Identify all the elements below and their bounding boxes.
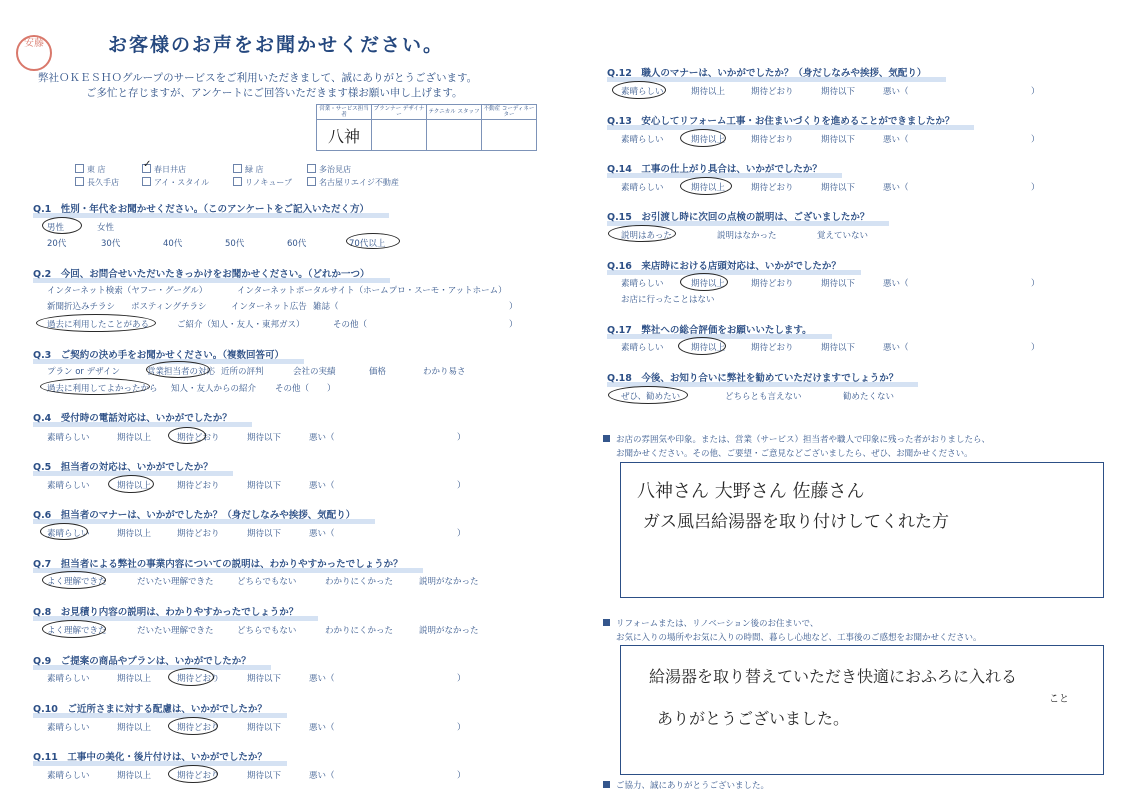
store-option[interactable] [142,177,209,188]
question-label: Q.17 弊社への総合評価をお願いいたします。 [607,325,812,336]
question-q4 [33,410,232,424]
staff-cell-sales[interactable] [317,120,372,151]
checkbox-checked[interactable] [142,159,152,173]
footer-thanks [603,779,769,793]
answer-option[interactable]: 期待どおり [177,529,220,539]
answer-option[interactable]: 期待以上 [691,279,726,289]
store-label: 東 店 [87,165,106,174]
staff-header-technical: テクニカル スタッフ [427,105,482,120]
answer-option[interactable]: 素晴らしい [621,279,664,289]
selected-answer-circle [612,81,666,99]
answer-option[interactable]: 素晴らしい [47,481,90,491]
answer-option[interactable]: 説明はあった [621,231,672,241]
selected-answer-circle [40,378,150,395]
question-q7 [33,556,403,570]
comment-1-handwritten-line-1: 八神さん 大野さん 佐藤さん [637,481,865,502]
selected-answer-circle [42,217,82,234]
store-option[interactable] [75,164,106,175]
question-q6 [33,507,355,521]
checkbox[interactable] [307,177,316,186]
store-label: 春日井店 [154,165,186,174]
question-label: Q.2 今回、お問合せいただいたきっかけをお聞かせください。（どれか一つ） [33,269,370,280]
seal-stamp [16,35,52,71]
comment-prompt-2-line-2: お気に入りの場所やお気に入りの時間、暮らし心地など、工事後のご感想をお聞かせください。 [616,633,982,643]
answer-option[interactable]: 素晴らしい [621,87,664,97]
question-q5 [33,459,213,473]
answer-option[interactable]: ） [1031,183,1040,193]
answer-option[interactable]: ） [457,771,466,781]
answer-option[interactable]: その他（ [333,320,368,330]
selected-answer-circle [678,337,726,355]
answer-option[interactable]: 素晴らしい [621,343,664,353]
answer-option[interactable]: 期待以下 [821,135,856,145]
store-option[interactable] [233,177,292,188]
answer-option[interactable]: 悪い（ [309,723,335,733]
checkbox[interactable] [75,177,84,186]
checkbox[interactable] [233,177,242,186]
answer-option[interactable]: 30代 [101,239,121,249]
answer-option[interactable]: プラン or デザイン [47,367,121,377]
answer-option[interactable]: 悪い（ [309,433,335,443]
selected-answer-circle [40,523,88,540]
comment-2-handwritten-line-1: 給湯器を取り替えていただき快適におふろに入れる [649,667,1018,686]
answer-option[interactable]: 会社の実績 [293,367,336,377]
selected-answer-circle [680,177,732,195]
answer-option[interactable]: 期待どおり [751,135,794,145]
answer-option[interactable]: 悪い（ [309,771,335,781]
answer-option[interactable]: 期待以上 [117,529,152,539]
answer-option[interactable]: 覚えていない [817,231,869,241]
answer-option[interactable]: 期待以下 [247,481,282,491]
answer-option[interactable]: 素晴らしい [621,183,664,193]
store-option-checked[interactable] [142,159,186,175]
question-label: Q.3 ご契約の決め手をお聞かせください。（複数回答可） [33,350,285,361]
answer-option[interactable]: ） [457,433,466,443]
comment-prompt-1-line-1: お店の雰囲気や印象。または、営業（サービス）担当者や職人で印象に残った者がおりましたら、 [616,435,991,445]
answer-option[interactable]: 期待どおり [177,481,220,491]
answer-option[interactable]: 悪い（ [883,135,909,145]
question-label: Q.15 お引渡し時に次回の点検の説明は、ございましたか？ [607,212,870,223]
answer-option[interactable]: 素晴らしい [47,771,90,781]
checkbox[interactable] [142,177,151,186]
answer-option[interactable]: 期待どおり [177,674,220,684]
question-label: Q.8 お見積り内容の説明は、わかりやすかったでしょうか？ [33,607,299,618]
answer-option[interactable]: 雑誌（ [313,302,339,312]
checkbox[interactable] [75,164,84,173]
answer-option[interactable]: 期待どおり [177,723,220,733]
question-label: Q.11 工事中の美化・後片付けは、いかがでしたか？ [33,752,267,763]
selected-answer-circle [146,361,210,378]
answer-option[interactable]: ） [1031,135,1040,145]
square-bullet-icon [603,435,610,442]
comment-prompt-1 [603,433,1103,461]
selected-answer-circle [168,765,218,783]
selected-answer-circle [42,571,106,589]
store-option[interactable] [307,177,399,188]
selected-answer-circle [680,129,726,147]
question-label: Q.13 安心してリフォーム工事・お住まいづくりを進めることができましたか？ [607,116,955,127]
answer-option[interactable]: 素晴らしい [47,433,90,443]
answer-option[interactable]: 期待以上 [691,183,726,193]
answer-option[interactable]: 期待以下 [821,343,856,353]
answer-option[interactable]: わかり易さ [423,367,466,377]
answer-option[interactable]: インターネット広告 [231,302,307,312]
answer-option[interactable]: ） [509,302,518,312]
store-option[interactable] [75,177,119,188]
selected-answer-circle [108,475,154,493]
answer-option[interactable]: どちらとも言えない [725,392,802,402]
question-label: Q.7 担当者による弊社の事業内容についての説明は、わかりやすかったでしょうか？ [33,559,403,570]
question-label: Q.14 工事の仕上がり具合は、いかがでしたか？ [607,164,822,175]
question-label: Q.4 受付時の電話対応は、いかがでしたか？ [33,413,232,424]
answer-option[interactable]: インターネット検索（ヤフー・グーグル） [47,286,208,296]
staff-header-sales: 営業・サービス担当者 [317,105,372,120]
answer-option[interactable]: 期待どおり [751,87,794,97]
answer-option[interactable]: 期待どおり [177,433,220,443]
answer-option[interactable]: 50代 [225,239,245,249]
question-label: Q.5 担当者の対応は、いかがでしたか？ [33,462,213,473]
answer-option[interactable]: 素晴らしい [47,674,90,684]
answer-option[interactable]: その他（ [275,384,310,394]
selected-answer-circle [168,717,218,735]
selected-answer-circle [680,273,728,291]
answer-option[interactable]: よく理解できた [47,577,107,587]
comment-2-handwritten-line-2: ありがとうございました。 [657,709,850,728]
answer-option[interactable]: 期待以下 [821,87,856,97]
comment-box-1[interactable] [620,462,1104,598]
answer-option[interactable]: 説明がなかった [419,577,479,587]
answer-option[interactable]: 価格 [369,367,387,377]
answer-option[interactable]: ） [327,384,336,394]
seal-stamp-text: 安藤 [24,38,44,49]
answer-option[interactable]: 説明がなかった [419,626,479,636]
answer-option[interactable]: 期待どおり [177,771,220,781]
answer-option[interactable]: ポスティングチラシ [131,302,207,312]
answer-option[interactable]: 60代 [287,239,307,249]
answer-option[interactable]: 素晴らしい [47,723,90,733]
answer-option[interactable]: わかりにくかった [325,577,394,587]
answer-option[interactable]: 期待以下 [247,674,282,684]
staff-header-realestate: 不動産 コーディネーター [482,105,537,120]
answer-option[interactable]: 悪い（ [309,674,335,684]
answer-option[interactable]: 期待以上 [117,481,152,491]
selected-answer-circle [346,233,400,249]
answer-option[interactable]: 悪い（ [883,343,909,353]
answer-option[interactable]: 期待以上 [117,674,152,684]
answer-option[interactable]: お店に行ったことはない [621,295,715,305]
answer-option[interactable]: 説明はなかった [717,231,777,241]
question-q18 [607,370,898,384]
answer-option[interactable]: ぜひ、勧めたい [621,392,681,402]
question-q16 [607,258,841,272]
answer-option[interactable]: 素晴らしい [621,135,664,145]
answer-option[interactable]: ） [1031,87,1040,97]
answer-option[interactable]: 期待以上 [691,87,726,97]
store-option[interactable] [233,164,264,175]
answer-option[interactable]: 期待以下 [247,723,282,733]
staff-table [316,104,537,151]
question-q12 [607,65,926,79]
checkbox[interactable] [233,164,242,173]
question-q15 [607,209,869,223]
store-label: リノキューブ [245,178,292,187]
store-label: アイ・スタイル [154,178,210,187]
question-q14 [607,161,822,175]
answer-option[interactable]: どちらでもない [237,577,297,587]
comment-1-handwritten-line-2: ガス風呂給湯器を取り付けしてくれた方 [643,512,949,532]
answer-option[interactable]: ） [1031,279,1040,289]
answer-option[interactable]: 期待どおり [751,183,794,193]
answer-option[interactable]: 期待以下 [821,279,856,289]
question-label: Q.18 今後、お知り合いに弊社を勧めていただけますでしょうか？ [607,373,899,384]
answer-option[interactable]: どちらでもない [237,626,297,636]
answer-option[interactable]: ご紹介（知人・友人・東邦ガス） [177,320,305,330]
selected-answer-circle [168,427,206,444]
selected-answer-circle [168,668,214,686]
question-label: Q.1 性別・年代をお聞かせください。（このアンケートをご記入いただく方） [33,204,369,215]
answer-option[interactable]: 期待以上 [691,135,726,145]
answer-option[interactable]: ） [1031,343,1040,353]
answer-option[interactable]: ） [457,674,466,684]
question-q8 [33,604,298,618]
answer-option[interactable]: 期待以下 [247,433,282,443]
answer-option[interactable]: インターネットポータルサイト（ホームプロ・スーモ・アットホーム） [237,286,507,296]
answer-option[interactable]: 期待以上 [117,433,152,443]
store-label: 長久手店 [87,178,119,187]
store-label: 名古屋リエイジ不動産 [319,178,399,187]
store-label: 多治見店 [319,165,351,174]
answer-option[interactable]: 勧めたくない [843,392,895,402]
answer-option[interactable]: 営業担当者の対応 [147,367,216,377]
answer-option[interactable]: わかりにくかった [325,626,394,636]
square-bullet-icon [603,781,610,788]
staff-cell-technical[interactable] [427,120,482,151]
question-q11 [33,749,267,763]
staff-handwritten-name: 八神 [327,126,360,146]
comment-prompt-2 [603,617,1103,645]
staff-cell-realestate[interactable] [482,120,537,151]
comment-prompt-1-line-2: お聞かせください。その他、ご要望・ご意見などございましたら、ぜひ、お聞かせください。 [616,449,973,459]
answer-option[interactable]: 過去に利用したことがある [47,320,150,330]
question-label: Q.9 ご提案の商品やプランは、いかがでしたか？ [33,656,251,667]
answer-option[interactable]: 期待どおり [751,343,794,353]
question-q2 [33,266,370,280]
answer-option[interactable]: 知人・友人からの紹介 [171,384,257,394]
staff-header-planner: プランナー デザイナー [372,105,427,120]
answer-option[interactable]: 過去に利用してよかったから [47,384,158,394]
question-q13 [607,113,954,127]
selected-answer-circle [42,620,106,638]
answer-option[interactable]: 悪い（ [883,279,909,289]
staff-cell-planner[interactable] [372,120,427,151]
answer-option[interactable]: 悪い（ [883,183,909,193]
question-label: Q.12 職人のマナーは、いかがでしたか？（身だしなみや挨拶、気配り） [607,68,927,79]
answer-option[interactable]: ） [457,481,466,491]
answer-option[interactable]: 新聞折込みチラシ [47,302,116,312]
question-label: Q.10 ご近所さまに対する配慮は、いかがでしたか？ [33,704,267,715]
question-label: Q.6 担当者のマナーは、いかがでしたか？（身だしなみや挨拶、気配り） [33,510,356,521]
intro-line-2: ご多忙と存じますが、アンケートにご回答いただきます様お願い申し上げます。 [86,87,463,99]
answer-option[interactable]: 悪い（ [883,87,909,97]
comment-prompt-2-line-1: リフォームまたは、リノベーション後のお住まいで、 [616,619,819,629]
comment-2-handwritten-note: こと [1049,694,1069,705]
answer-option[interactable]: 期待以上 [691,343,726,353]
answer-option[interactable]: ） [457,529,466,539]
question-q3 [33,347,284,361]
selected-answer-circle [608,386,688,404]
answer-option[interactable]: 女性 [97,223,115,233]
footer-thanks-text: ご協力、誠にありがとうございました。 [616,781,770,791]
answer-option[interactable]: ） [457,723,466,733]
answer-option[interactable]: 悪い（ [309,481,335,491]
question-q1 [33,201,369,215]
answer-option[interactable]: 悪い（ [309,529,335,539]
answer-option[interactable]: 期待以上 [117,723,152,733]
answer-option[interactable]: 20代 [47,239,67,249]
question-q10 [33,701,267,715]
answer-option[interactable]: 素晴らしい [47,529,90,539]
answer-option[interactable]: 70代以上 [349,239,386,249]
store-option[interactable] [307,164,351,175]
question-q9 [33,653,251,667]
answer-option[interactable]: よく理解できた [47,626,107,636]
answer-option[interactable]: だいたい理解できた [137,626,214,636]
check-mark-icon: ✓ [143,159,152,170]
page-title: お客様のお声をお聞かせください。 [108,34,445,56]
answer-option[interactable]: 期待以上 [117,771,152,781]
answer-option[interactable]: だいたい理解できた [137,577,214,587]
answer-option[interactable]: 期待以下 [247,771,282,781]
square-bullet-icon [603,619,610,626]
answer-option[interactable]: 期待どおり [751,279,794,289]
comment-box-2[interactable] [620,645,1104,775]
checkbox[interactable] [307,164,316,173]
answer-option[interactable]: 近所の評判 [221,367,264,377]
answer-option[interactable]: ） [509,320,518,330]
answer-option[interactable]: 男性 [47,223,65,233]
intro-line-1: 弊社ＯＫＥＳＨＯグループのサービスをご利用いただきまして、誠にありがとうございます。 [38,72,478,84]
question-q17 [607,322,812,336]
selected-answer-circle [608,225,676,242]
selected-answer-circle [36,314,156,332]
store-label: 緑 店 [245,165,264,174]
answer-option[interactable]: 期待以下 [821,183,856,193]
question-label: Q.16 来店時における店頭対応は、いかがでしたか？ [607,261,841,272]
answer-option[interactable]: 期待以下 [247,529,282,539]
answer-option[interactable]: 40代 [163,239,183,249]
